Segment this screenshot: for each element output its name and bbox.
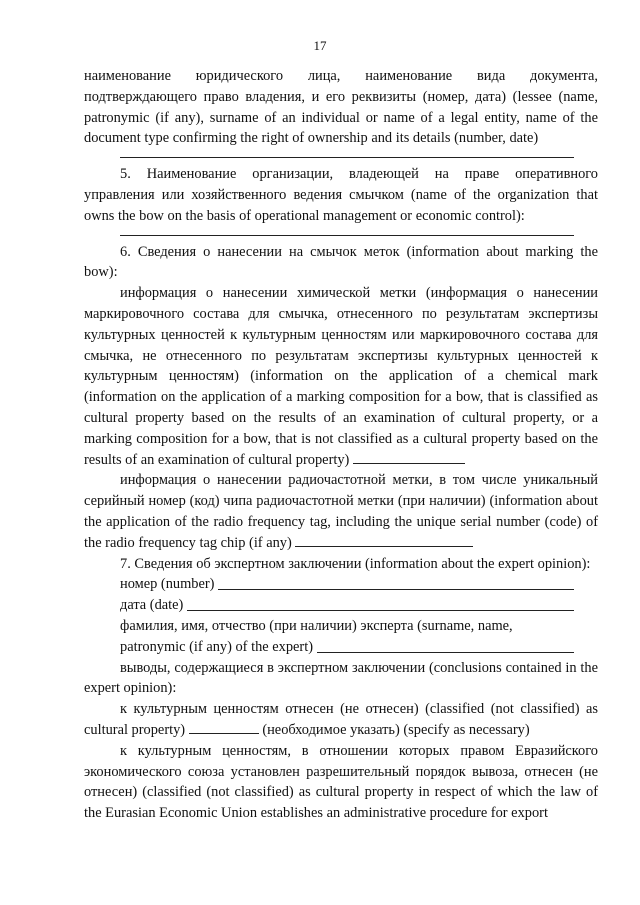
classified-text: к культурным ценностям отнесен (не отнесен) (classified (not classified) as cultural property) bbox=[84, 701, 598, 738]
radio-tag-text: информация о нанесении радиочастотной метки, в том числе уникальный серийный номер (код) чипа радиочастотной метки (при наличии) (information about the application of the radio frequency tag, including the unique serial number (code) of the radio frequency tag chip (if any) bbox=[84, 472, 598, 551]
expert-number-row bbox=[84, 574, 598, 595]
expert-name-field[interactable] bbox=[317, 651, 574, 653]
chemical-mark-info bbox=[84, 283, 598, 470]
expert-number-label: номер (number) bbox=[120, 576, 215, 593]
chemical-mark-field[interactable] bbox=[353, 451, 465, 464]
chemical-mark-text: информация о нанесении химической метки (информация о нанесении маркировочного состава для смычка, отнесенного по результатам экспертизы культурных ценностей к культурным ценностям или маркировочного состава для смычка, не отнесенного по результатам экспертизы культурных ценностей к культурным ценностям) (information on the application of a chemical mark (information on the application of a marking composition for a bow, that is classified as cultural property based on the results of an examination of cultural property, or a marking composition for a bow, that is not classified as a cultural property based on the results of an examination of cultural property) bbox=[84, 285, 598, 468]
document-body bbox=[84, 66, 598, 824]
lessee-fill-line bbox=[120, 157, 574, 158]
page-number: 17 bbox=[313, 38, 327, 53]
classified-field[interactable] bbox=[189, 721, 259, 734]
section-5-text: 5. Наименование организации, владеющей на праве оперативного управления или хозяйственного ведения смычком (name of the organization that owns the bow on the basis of operational management or economic control): bbox=[84, 166, 598, 224]
classified-note: (необходимое указать) (specify as necessary) bbox=[262, 721, 530, 738]
radio-tag-field[interactable] bbox=[295, 534, 473, 547]
section-5-fill-line bbox=[120, 235, 574, 236]
expert-date-field[interactable] bbox=[187, 609, 574, 611]
expert-name-row bbox=[84, 637, 598, 658]
expert-name-label-line2: patronymic (if any) of the expert) bbox=[120, 638, 313, 655]
section-7-heading: 7. Сведения об экспертном заключении (information about the expert opinion): bbox=[120, 555, 591, 572]
expert-date-label: дата (date) bbox=[120, 597, 184, 614]
expert-date-row bbox=[84, 595, 598, 616]
lessee-paragraph: наименование юридического лица, наименование вида документа, подтверждающего право владения, и его реквизиты (номер, дата) (lessee (name, patronymic (if any), surname of an individual or name of a legal entity, name of the document type confirming the right of ownership and its details (number, date) bbox=[84, 68, 598, 147]
section-6-heading: 6. Сведения о нанесении на смычок меток (information about marking the bow): bbox=[84, 243, 598, 281]
export-procedure-paragraph: к культурным ценностям, в отношении которых правом Евразийского экономического союза установлен разрешительный порядок вывоза, отнесен (не отнесен) (classified (not classified) as cultural property in respect of which the law of the Eurasian Economic Union establishes an administrative procedure for export bbox=[84, 742, 598, 822]
classified-paragraph bbox=[84, 699, 598, 741]
radio-tag-info bbox=[84, 470, 598, 553]
expert-name-label-line1: фамилия, имя, отчество (при наличии) эксперта (surname, name, bbox=[120, 617, 513, 634]
expert-number-field[interactable] bbox=[218, 588, 574, 590]
conclusions-heading: выводы, содержащиеся в экспертном заключении (conclusions contained in the expert opinion): bbox=[84, 659, 598, 697]
